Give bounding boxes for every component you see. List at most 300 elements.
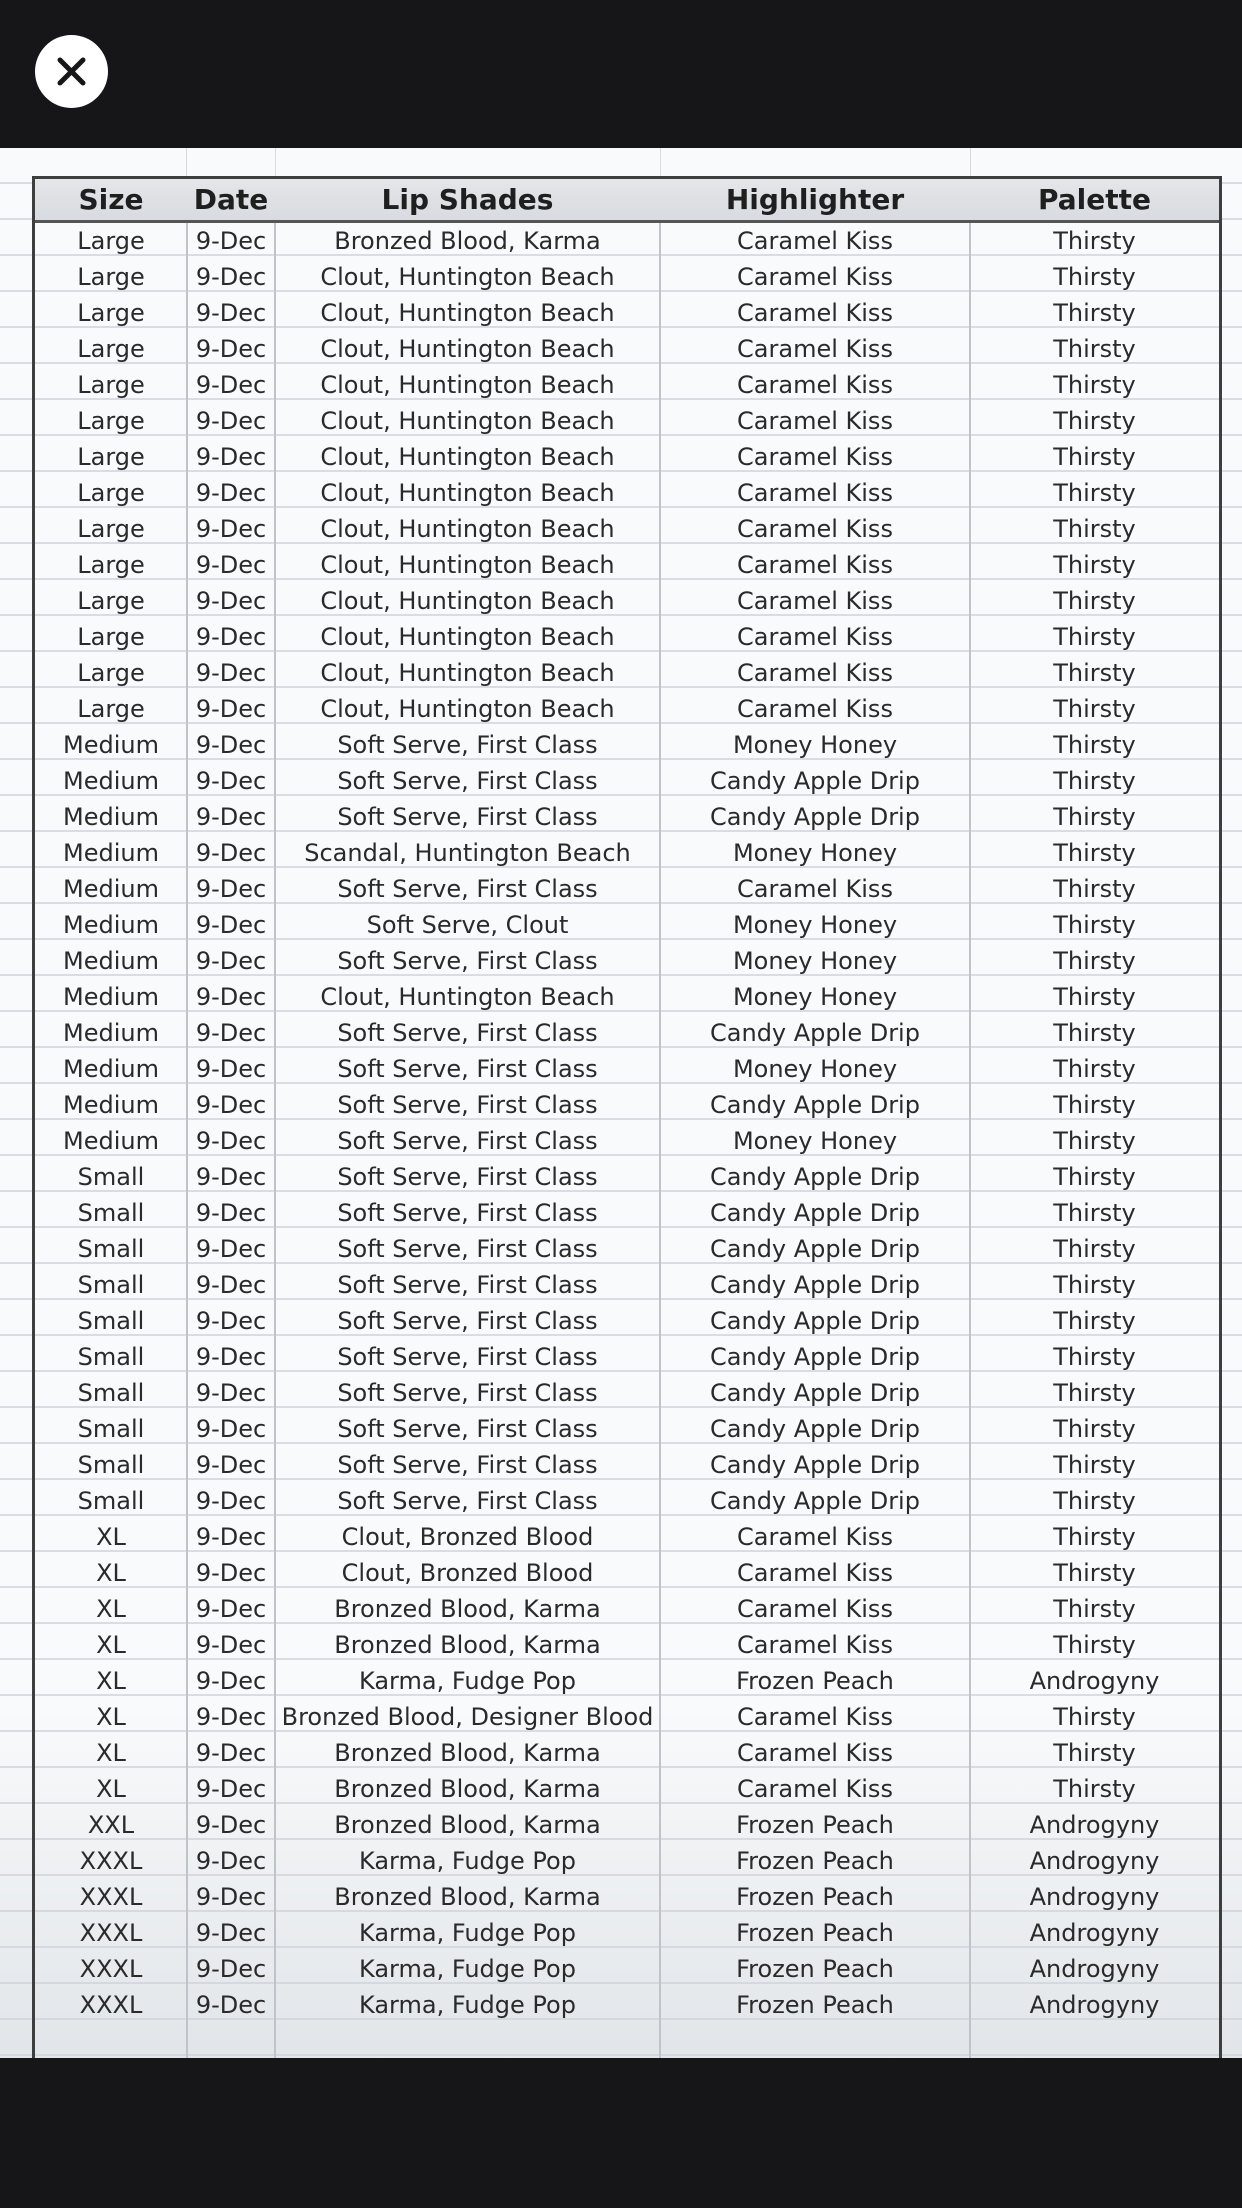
date-cell: 9-Dec	[195, 1235, 267, 1263]
highlighter-cell: Caramel Kiss	[737, 335, 893, 363]
table-row	[35, 1483, 1219, 1519]
date-cell: 9-Dec	[195, 1451, 267, 1479]
highlighter-cell: Frozen Peach	[736, 1955, 894, 1983]
size-cell: XXXL	[79, 1955, 143, 1983]
size-cell: Small	[77, 1451, 145, 1479]
lip-shades-cell: Clout, Bronzed Blood	[341, 1523, 594, 1551]
palette-cell: Thirsty	[1053, 515, 1136, 543]
palette-cell: Thirsty	[1053, 1487, 1136, 1515]
table-row	[35, 1663, 1219, 1699]
highlighter-cell: Candy Apple Drip	[710, 1379, 920, 1407]
date-cell: 9-Dec	[195, 1091, 267, 1119]
date-cell: 9-Dec	[195, 551, 267, 579]
table-row	[35, 835, 1219, 871]
highlighter-cell: Caramel Kiss	[737, 515, 893, 543]
highlighter-cell: Candy Apple Drip	[710, 1091, 920, 1119]
date-cell: 9-Dec	[195, 839, 267, 867]
date-cell: 9-Dec	[195, 1559, 267, 1587]
palette-cell: Androgyny	[1029, 1667, 1160, 1695]
lip-shades-cell: Soft Serve, First Class	[337, 1451, 598, 1479]
size-cell: Large	[77, 371, 145, 399]
date-cell: 9-Dec	[195, 1523, 267, 1551]
date-cell: 9-Dec	[195, 659, 267, 687]
date-cell: 9-Dec	[195, 227, 267, 255]
table-row	[35, 259, 1219, 295]
close-button[interactable]	[35, 35, 108, 108]
date-cell: 9-Dec	[195, 1883, 267, 1911]
palette-cell: Thirsty	[1053, 551, 1136, 579]
palette-cell: Thirsty	[1053, 1739, 1136, 1767]
table-row	[35, 1339, 1219, 1375]
table-row	[35, 547, 1219, 583]
size-cell: Medium	[63, 767, 159, 795]
lip-shades-cell: Clout, Bronzed Blood	[341, 1559, 594, 1587]
palette-cell: Thirsty	[1053, 1379, 1136, 1407]
lip-shades-cell: Soft Serve, First Class	[337, 1487, 598, 1515]
lip-shades-cell: Clout, Huntington Beach	[320, 659, 615, 687]
highlighter-cell: Candy Apple Drip	[710, 1235, 920, 1263]
palette-cell: Thirsty	[1053, 1343, 1136, 1371]
size-cell: Small	[77, 1379, 145, 1407]
table-row	[35, 1303, 1219, 1339]
palette-cell: Thirsty	[1053, 1595, 1136, 1623]
size-cell: XXXL	[79, 1991, 143, 2019]
palette-cell: Thirsty	[1053, 1631, 1136, 1659]
lip-shades-cell: Clout, Huntington Beach	[320, 443, 615, 471]
table-row	[35, 799, 1219, 835]
table-row	[35, 1159, 1219, 1195]
size-cell: Medium	[63, 1055, 159, 1083]
size-cell: Large	[77, 515, 145, 543]
lip-shades-cell: Soft Serve, First Class	[337, 1271, 598, 1299]
table-row	[35, 1591, 1219, 1627]
lip-shades-cell: Bronzed Blood, Karma	[334, 1595, 601, 1623]
lip-shades-cell: Clout, Huntington Beach	[320, 623, 615, 651]
palette-cell: Androgyny	[1029, 1991, 1160, 2019]
palette-cell: Thirsty	[1053, 1559, 1136, 1587]
lip-shades-cell: Karma, Fudge Pop	[359, 1667, 576, 1695]
palette-cell: Androgyny	[1029, 1847, 1160, 1875]
table-row	[35, 763, 1219, 799]
size-cell: XL	[96, 1739, 126, 1767]
highlighter-cell: Caramel Kiss	[737, 443, 893, 471]
date-cell: 9-Dec	[195, 1919, 267, 1947]
lip-shades-cell: Soft Serve, First Class	[337, 1055, 598, 1083]
highlighter-cell: Frozen Peach	[736, 1991, 894, 2019]
size-cell: Medium	[63, 1019, 159, 1047]
palette-cell: Thirsty	[1053, 1451, 1136, 1479]
table-row	[35, 1411, 1219, 1447]
table-row	[35, 1915, 1219, 1951]
palette-cell: Thirsty	[1053, 875, 1136, 903]
palette-cell: Thirsty	[1053, 299, 1136, 327]
highlighter-cell: Money Honey	[732, 731, 898, 759]
highlighter-cell: Caramel Kiss	[737, 371, 893, 399]
palette-cell: Thirsty	[1053, 1055, 1136, 1083]
lip-shades-cell: Karma, Fudge Pop	[359, 1955, 576, 1983]
table-row	[35, 1195, 1219, 1231]
size-cell: Small	[77, 1487, 145, 1515]
highlighter-cell: Caramel Kiss	[737, 1595, 893, 1623]
highlighter-cell: Frozen Peach	[736, 1811, 894, 1839]
palette-cell: Androgyny	[1029, 1883, 1160, 1911]
date-cell: 9-Dec	[195, 1847, 267, 1875]
highlighter-cell: Caramel Kiss	[737, 227, 893, 255]
column-header-size: Size	[35, 179, 187, 222]
size-cell: XL	[96, 1523, 126, 1551]
table-row	[35, 1735, 1219, 1771]
highlighter-cell: Money Honey	[732, 839, 898, 867]
highlighter-cell: Money Honey	[732, 1127, 898, 1155]
highlighter-cell: Caramel Kiss	[737, 1631, 893, 1659]
table-row	[35, 1087, 1219, 1123]
lip-shades-cell: Karma, Fudge Pop	[359, 1847, 576, 1875]
lip-shades-cell: Soft Serve, First Class	[337, 1415, 598, 1443]
date-cell: 9-Dec	[195, 371, 267, 399]
date-cell: 9-Dec	[195, 623, 267, 651]
size-cell: Small	[77, 1235, 145, 1263]
palette-cell: Thirsty	[1053, 227, 1136, 255]
size-cell: Large	[77, 695, 145, 723]
lip-shades-cell: Clout, Huntington Beach	[320, 371, 615, 399]
size-cell: Medium	[63, 947, 159, 975]
date-cell: 9-Dec	[195, 803, 267, 831]
lip-shades-cell: Soft Serve, First Class	[337, 1199, 598, 1227]
date-cell: 9-Dec	[195, 479, 267, 507]
lip-shades-cell: Clout, Huntington Beach	[320, 983, 615, 1011]
size-cell: XXXL	[79, 1883, 143, 1911]
size-cell: Large	[77, 407, 145, 435]
highlighter-cell: Caramel Kiss	[737, 1775, 893, 1803]
size-cell: XXXL	[79, 1847, 143, 1875]
size-cell: XXXL	[79, 1919, 143, 1947]
date-cell: 9-Dec	[195, 911, 267, 939]
table-row	[35, 871, 1219, 907]
lip-shades-cell: Clout, Huntington Beach	[320, 299, 615, 327]
viewer-top-bar	[0, 0, 1242, 148]
palette-cell: Thirsty	[1053, 1271, 1136, 1299]
size-cell: Medium	[63, 803, 159, 831]
palette-cell: Thirsty	[1053, 695, 1136, 723]
lip-shades-cell: Soft Serve, First Class	[337, 731, 598, 759]
highlighter-cell: Money Honey	[732, 983, 898, 1011]
table-row	[35, 367, 1219, 403]
highlighter-cell: Candy Apple Drip	[710, 1307, 920, 1335]
table-row	[35, 1051, 1219, 1087]
date-cell: 9-Dec	[195, 1199, 267, 1227]
highlighter-cell: Candy Apple Drip	[710, 1415, 920, 1443]
date-cell: 9-Dec	[195, 1307, 267, 1335]
viewer-bottom-bar	[0, 2058, 1242, 2208]
table-row	[35, 439, 1219, 475]
lip-shades-cell: Soft Serve, First Class	[337, 803, 598, 831]
column-header-date: Date	[187, 179, 275, 222]
lip-shades-cell: Soft Serve, First Class	[337, 1343, 598, 1371]
lip-shades-cell: Soft Serve, First Class	[337, 1307, 598, 1335]
highlighter-cell: Caramel Kiss	[737, 623, 893, 651]
size-cell: Small	[77, 1415, 145, 1443]
size-cell: Medium	[63, 731, 159, 759]
highlighter-cell: Candy Apple Drip	[710, 1019, 920, 1047]
date-cell: 9-Dec	[195, 263, 267, 291]
palette-cell: Thirsty	[1053, 983, 1136, 1011]
highlighter-cell: Caramel Kiss	[737, 299, 893, 327]
table-row	[35, 222, 1219, 260]
lip-shades-cell: Soft Serve, First Class	[337, 1091, 598, 1119]
size-cell: Medium	[63, 911, 159, 939]
lip-shades-cell: Karma, Fudge Pop	[359, 1919, 576, 1947]
size-cell: Medium	[63, 875, 159, 903]
lip-shades-cell: Bronzed Blood, Karma	[334, 1883, 601, 1911]
table-row	[35, 331, 1219, 367]
column-header-highlighter: Highlighter	[660, 179, 970, 222]
palette-cell: Thirsty	[1053, 947, 1136, 975]
palette-cell: Thirsty	[1053, 587, 1136, 615]
lip-shades-cell: Soft Serve, First Class	[337, 1127, 598, 1155]
lip-shades-cell: Bronzed Blood, Karma	[334, 1739, 601, 1767]
palette-cell: Thirsty	[1053, 1703, 1136, 1731]
date-cell: 9-Dec	[195, 1595, 267, 1623]
size-cell: Large	[77, 227, 145, 255]
date-cell: 9-Dec	[195, 731, 267, 759]
date-cell: 9-Dec	[195, 1631, 267, 1659]
palette-cell: Thirsty	[1053, 839, 1136, 867]
table-row	[35, 1951, 1219, 1987]
highlighter-cell: Caramel Kiss	[737, 875, 893, 903]
lip-shades-cell: Soft Serve, First Class	[337, 1019, 598, 1047]
palette-cell: Thirsty	[1053, 1775, 1136, 1803]
size-cell: Large	[77, 659, 145, 687]
highlighter-cell: Caramel Kiss	[737, 1739, 893, 1767]
lip-shades-cell: Bronzed Blood, Karma	[334, 1811, 601, 1839]
close-icon	[35, 35, 108, 108]
size-cell: Large	[77, 335, 145, 363]
date-cell: 9-Dec	[195, 1667, 267, 1695]
size-cell: Medium	[63, 1127, 159, 1155]
table-row	[35, 1123, 1219, 1159]
size-cell: Medium	[63, 839, 159, 867]
lip-shades-cell: Clout, Huntington Beach	[320, 263, 615, 291]
size-cell: Large	[77, 443, 145, 471]
date-cell: 9-Dec	[195, 1379, 267, 1407]
size-cell: Small	[77, 1271, 145, 1299]
highlighter-cell: Caramel Kiss	[737, 695, 893, 723]
palette-cell: Thirsty	[1053, 1127, 1136, 1155]
lip-shades-cell: Bronzed Blood, Designer Blood	[281, 1703, 654, 1731]
highlighter-cell: Frozen Peach	[736, 1847, 894, 1875]
palette-cell: Thirsty	[1053, 1163, 1136, 1191]
table-row	[35, 655, 1219, 691]
palette-cell: Thirsty	[1053, 371, 1136, 399]
highlighter-cell: Money Honey	[732, 911, 898, 939]
lip-shades-cell: Clout, Huntington Beach	[320, 515, 615, 543]
highlighter-cell: Caramel Kiss	[737, 479, 893, 507]
date-cell: 9-Dec	[195, 1163, 267, 1191]
highlighter-cell: Candy Apple Drip	[710, 1451, 920, 1479]
highlighter-cell: Money Honey	[732, 1055, 898, 1083]
date-cell: 9-Dec	[195, 1991, 267, 2019]
date-cell: 9-Dec	[195, 1487, 267, 1515]
size-cell: Large	[77, 479, 145, 507]
lip-shades-cell: Soft Serve, First Class	[337, 947, 598, 975]
size-cell: XL	[96, 1667, 126, 1695]
lip-shades-cell: Bronzed Blood, Karma	[334, 1775, 601, 1803]
palette-cell: Thirsty	[1053, 1199, 1136, 1227]
highlighter-cell: Candy Apple Drip	[710, 1199, 920, 1227]
highlighter-cell: Caramel Kiss	[737, 587, 893, 615]
palette-cell: Androgyny	[1029, 1811, 1160, 1839]
table-row	[35, 979, 1219, 1015]
table-row	[35, 403, 1219, 439]
palette-cell: Thirsty	[1053, 1235, 1136, 1263]
highlighter-cell: Caramel Kiss	[737, 407, 893, 435]
table-row	[35, 1231, 1219, 1267]
date-cell: 9-Dec	[195, 767, 267, 795]
table-row	[35, 1375, 1219, 1411]
highlighter-cell: Caramel Kiss	[737, 551, 893, 579]
table-row	[35, 511, 1219, 547]
table-row	[35, 1447, 1219, 1483]
table-row	[35, 1843, 1219, 1879]
size-cell: Large	[77, 263, 145, 291]
table-row	[35, 1987, 1219, 2023]
highlighter-cell: Candy Apple Drip	[710, 803, 920, 831]
table-row	[35, 295, 1219, 331]
table-row	[35, 1879, 1219, 1915]
lip-shades-cell: Soft Serve, First Class	[337, 1379, 598, 1407]
palette-cell: Thirsty	[1053, 443, 1136, 471]
table-row	[35, 475, 1219, 511]
lip-shades-cell: Clout, Huntington Beach	[320, 407, 615, 435]
lip-shades-cell: Clout, Huntington Beach	[320, 479, 615, 507]
data-table	[35, 179, 1219, 2023]
highlighter-cell: Frozen Peach	[736, 1919, 894, 1947]
palette-cell: Thirsty	[1053, 1415, 1136, 1443]
date-cell: 9-Dec	[195, 1415, 267, 1443]
size-cell: XL	[96, 1631, 126, 1659]
size-cell: Small	[77, 1307, 145, 1335]
palette-cell: Thirsty	[1053, 407, 1136, 435]
column-header-lip-shades: Lip Shades	[275, 179, 660, 222]
table-row	[35, 1519, 1219, 1555]
size-cell: Small	[77, 1343, 145, 1371]
palette-cell: Thirsty	[1053, 1091, 1136, 1119]
date-cell: 9-Dec	[195, 1271, 267, 1299]
lip-shades-cell: Karma, Fudge Pop	[359, 1991, 576, 2019]
palette-cell: Androgyny	[1029, 1919, 1160, 1947]
date-cell: 9-Dec	[195, 695, 267, 723]
table-row	[35, 1267, 1219, 1303]
date-cell: 9-Dec	[195, 443, 267, 471]
table-row	[35, 907, 1219, 943]
table-row	[35, 1699, 1219, 1735]
table-row	[35, 1015, 1219, 1051]
date-cell: 9-Dec	[195, 875, 267, 903]
lip-shades-cell: Soft Serve, First Class	[337, 875, 598, 903]
lip-shades-cell: Clout, Huntington Beach	[320, 551, 615, 579]
highlighter-cell: Money Honey	[732, 947, 898, 975]
highlighter-cell: Frozen Peach	[736, 1883, 894, 1911]
date-cell: 9-Dec	[195, 947, 267, 975]
highlighter-cell: Caramel Kiss	[737, 1703, 893, 1731]
date-cell: 9-Dec	[195, 1055, 267, 1083]
date-cell: 9-Dec	[195, 1811, 267, 1839]
lip-shades-cell: Clout, Huntington Beach	[320, 695, 615, 723]
palette-cell: Thirsty	[1053, 263, 1136, 291]
lip-shades-cell: Soft Serve, First Class	[337, 1235, 598, 1263]
date-cell: 9-Dec	[195, 515, 267, 543]
lip-shades-cell: Soft Serve, First Class	[337, 1163, 598, 1191]
date-cell: 9-Dec	[195, 299, 267, 327]
highlighter-cell: Caramel Kiss	[737, 1523, 893, 1551]
date-cell: 9-Dec	[195, 335, 267, 363]
highlighter-cell: Candy Apple Drip	[710, 1271, 920, 1299]
size-cell: Large	[77, 299, 145, 327]
size-cell: Large	[77, 623, 145, 651]
table-row	[35, 1627, 1219, 1663]
size-cell: XL	[96, 1703, 126, 1731]
table-row	[35, 943, 1219, 979]
date-cell: 9-Dec	[195, 1955, 267, 1983]
table-body	[35, 222, 1219, 2024]
date-cell: 9-Dec	[195, 1343, 267, 1371]
palette-cell: Thirsty	[1053, 1019, 1136, 1047]
date-cell: 9-Dec	[195, 407, 267, 435]
size-cell: Medium	[63, 1091, 159, 1119]
highlighter-cell: Caramel Kiss	[737, 1559, 893, 1587]
size-cell: XL	[96, 1775, 126, 1803]
data-table-frame	[32, 176, 1222, 2058]
lip-shades-cell: Bronzed Blood, Karma	[334, 1631, 601, 1659]
palette-cell: Thirsty	[1053, 1523, 1136, 1551]
palette-cell: Androgyny	[1029, 1955, 1160, 1983]
table-row	[35, 619, 1219, 655]
lip-shades-cell: Soft Serve, First Class	[337, 767, 598, 795]
column-header-palette: Palette	[970, 179, 1219, 222]
palette-cell: Thirsty	[1053, 479, 1136, 507]
spreadsheet-image	[0, 148, 1242, 2058]
lip-shades-cell: Clout, Huntington Beach	[320, 587, 615, 615]
highlighter-cell: Candy Apple Drip	[710, 1343, 920, 1371]
palette-cell: Thirsty	[1053, 623, 1136, 651]
date-cell: 9-Dec	[195, 1739, 267, 1767]
palette-cell: Thirsty	[1053, 731, 1136, 759]
palette-cell: Thirsty	[1053, 659, 1136, 687]
highlighter-cell: Candy Apple Drip	[710, 767, 920, 795]
highlighter-cell: Candy Apple Drip	[710, 1163, 920, 1191]
size-cell: XXL	[87, 1811, 135, 1839]
size-cell: Small	[77, 1163, 145, 1191]
lip-shades-cell: Clout, Huntington Beach	[320, 335, 615, 363]
size-cell: Medium	[63, 983, 159, 1011]
size-cell: Small	[77, 1199, 145, 1227]
lip-shades-cell: Soft Serve, Clout	[366, 911, 569, 939]
table-row	[35, 583, 1219, 619]
date-cell: 9-Dec	[195, 1019, 267, 1047]
palette-cell: Thirsty	[1053, 1307, 1136, 1335]
table-row	[35, 727, 1219, 763]
date-cell: 9-Dec	[195, 1775, 267, 1803]
table-row	[35, 1555, 1219, 1591]
table-row	[35, 1771, 1219, 1807]
lip-shades-cell: Bronzed Blood, Karma	[334, 227, 601, 255]
size-cell: XL	[96, 1559, 126, 1587]
size-cell: XL	[96, 1595, 126, 1623]
date-cell: 9-Dec	[195, 587, 267, 615]
table-row	[35, 691, 1219, 727]
highlighter-cell: Candy Apple Drip	[710, 1487, 920, 1515]
lip-shades-cell: Scandal, Huntington Beach	[304, 839, 631, 867]
